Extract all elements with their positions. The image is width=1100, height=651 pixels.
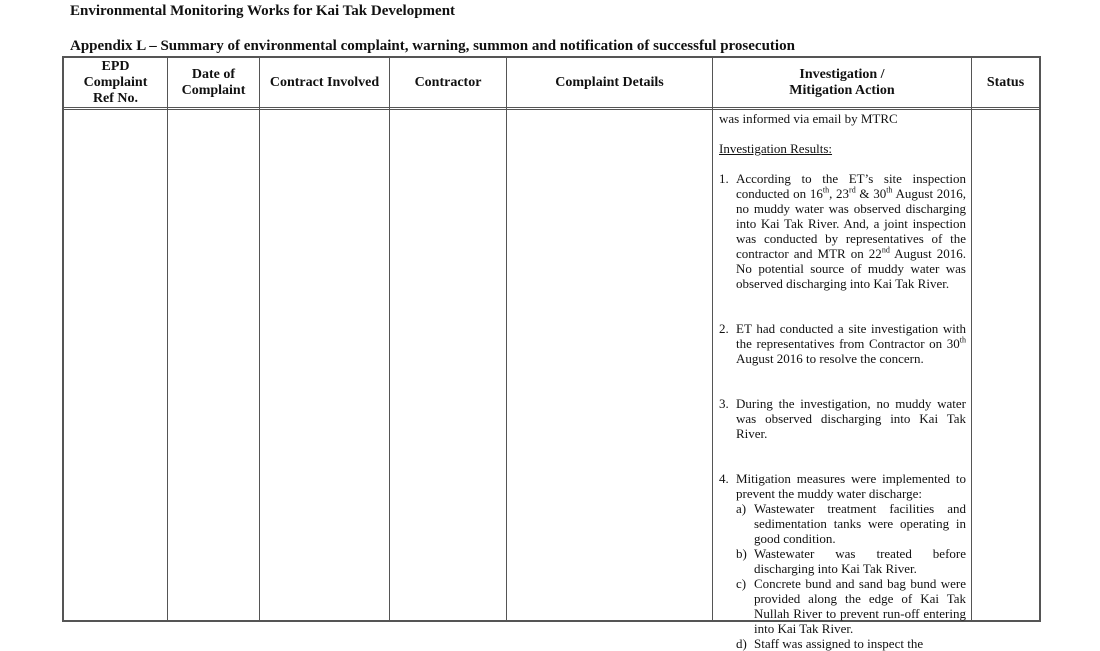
list-item: [719, 321, 966, 366]
appendix-title: Appendix L – Summary of environmental complaint, warning, summon and notification of successful prosecution: [70, 38, 795, 54]
header-ref-line1: EPD: [101, 58, 130, 74]
header-investigation-line1: Investigation /: [799, 66, 885, 82]
column-divider: [167, 58, 168, 620]
header-epd-complaint-ref: [64, 58, 167, 107]
column-divider: [971, 58, 972, 620]
investigation-mitigation-cell: [719, 111, 966, 651]
list-item-number: 3.: [719, 396, 729, 411]
complaint-summary-table: [62, 56, 1041, 651]
header-date-line2: Complaint: [181, 82, 246, 98]
list-item: [719, 396, 966, 441]
header-details-label: Complaint Details: [555, 74, 664, 90]
list-item: [719, 471, 966, 651]
investigation-results-heading: Investigation Results:: [719, 141, 833, 156]
list-item-number: 2.: [719, 321, 729, 336]
sub-list-letter: d): [736, 636, 747, 651]
list-item-text: During the investigation, no muddy water was observed discharging into Kai Tak River.: [736, 396, 966, 441]
list-item: [719, 171, 966, 291]
list-item-text: According to the ET’s site inspection conducted on 16th, 23rd & 30th August 2016, no muddy water was observed discharging into Kai Tak River. And, a joint inspection was conducted by representatives of the contractor and MTR on 22nd August 2016. No potential source of muddy water was observed discharging into Kai Tak River.: [736, 171, 967, 291]
column-divider: [506, 58, 507, 620]
list-item-number: 4.: [719, 471, 729, 486]
sub-list-letter: b): [736, 546, 747, 561]
sub-list-text: Wastewater treatment facilities and sedimentation tanks were operating in good condition.: [754, 501, 966, 546]
sub-list-item: [736, 546, 966, 576]
header-complaint-details: [507, 58, 712, 107]
header-contract-involved: [260, 58, 389, 107]
sub-list-item: [736, 636, 966, 651]
header-contract-label: Contract Involved: [269, 74, 380, 90]
header-ref-line3: Ref No.: [92, 90, 139, 106]
header-investigation-line2: Mitigation Action: [789, 82, 895, 98]
sub-list-text: Staff was assigned to inspect the: [754, 636, 924, 651]
header-status: [972, 58, 1039, 107]
column-divider: [712, 58, 713, 620]
header-contractor: [390, 58, 506, 107]
header-investigation-mitigation: [713, 58, 971, 107]
column-divider: [389, 58, 390, 620]
header-date-line1: Date of: [191, 66, 236, 82]
sub-list-letter: a): [736, 501, 747, 516]
investigation-intro: was informed via email by MTRC: [719, 111, 898, 126]
header-contractor-label: Contractor: [414, 74, 482, 90]
header-ref-line2: Complaint: [83, 74, 148, 90]
list-item-text: ET had conducted a site investigation with the representatives from Contractor on 30th August 2016 to resolve the concern.: [736, 321, 966, 366]
list-item-text: Mitigation measures were implemented to prevent the muddy water discharge:: [736, 471, 966, 501]
column-divider: [259, 58, 260, 620]
sub-list-item: [736, 576, 966, 636]
header-date-of-complaint: [168, 58, 259, 107]
sub-list-item: [736, 501, 966, 546]
sub-list-text: Concrete bund and sand bag bund were provided along the edge of Kai Tak Nullah River to prevent run-off entering into Kai Tak River.: [754, 576, 966, 636]
sub-list-text: Wastewater was treated before discharging into Kai Tak River.: [754, 546, 966, 576]
sub-list-letter: c): [736, 576, 747, 591]
list-item-number: 1.: [719, 171, 729, 186]
document-title: Environmental Monitoring Works for Kai Tak Development: [70, 3, 456, 19]
header-status-label: Status: [986, 74, 1025, 90]
